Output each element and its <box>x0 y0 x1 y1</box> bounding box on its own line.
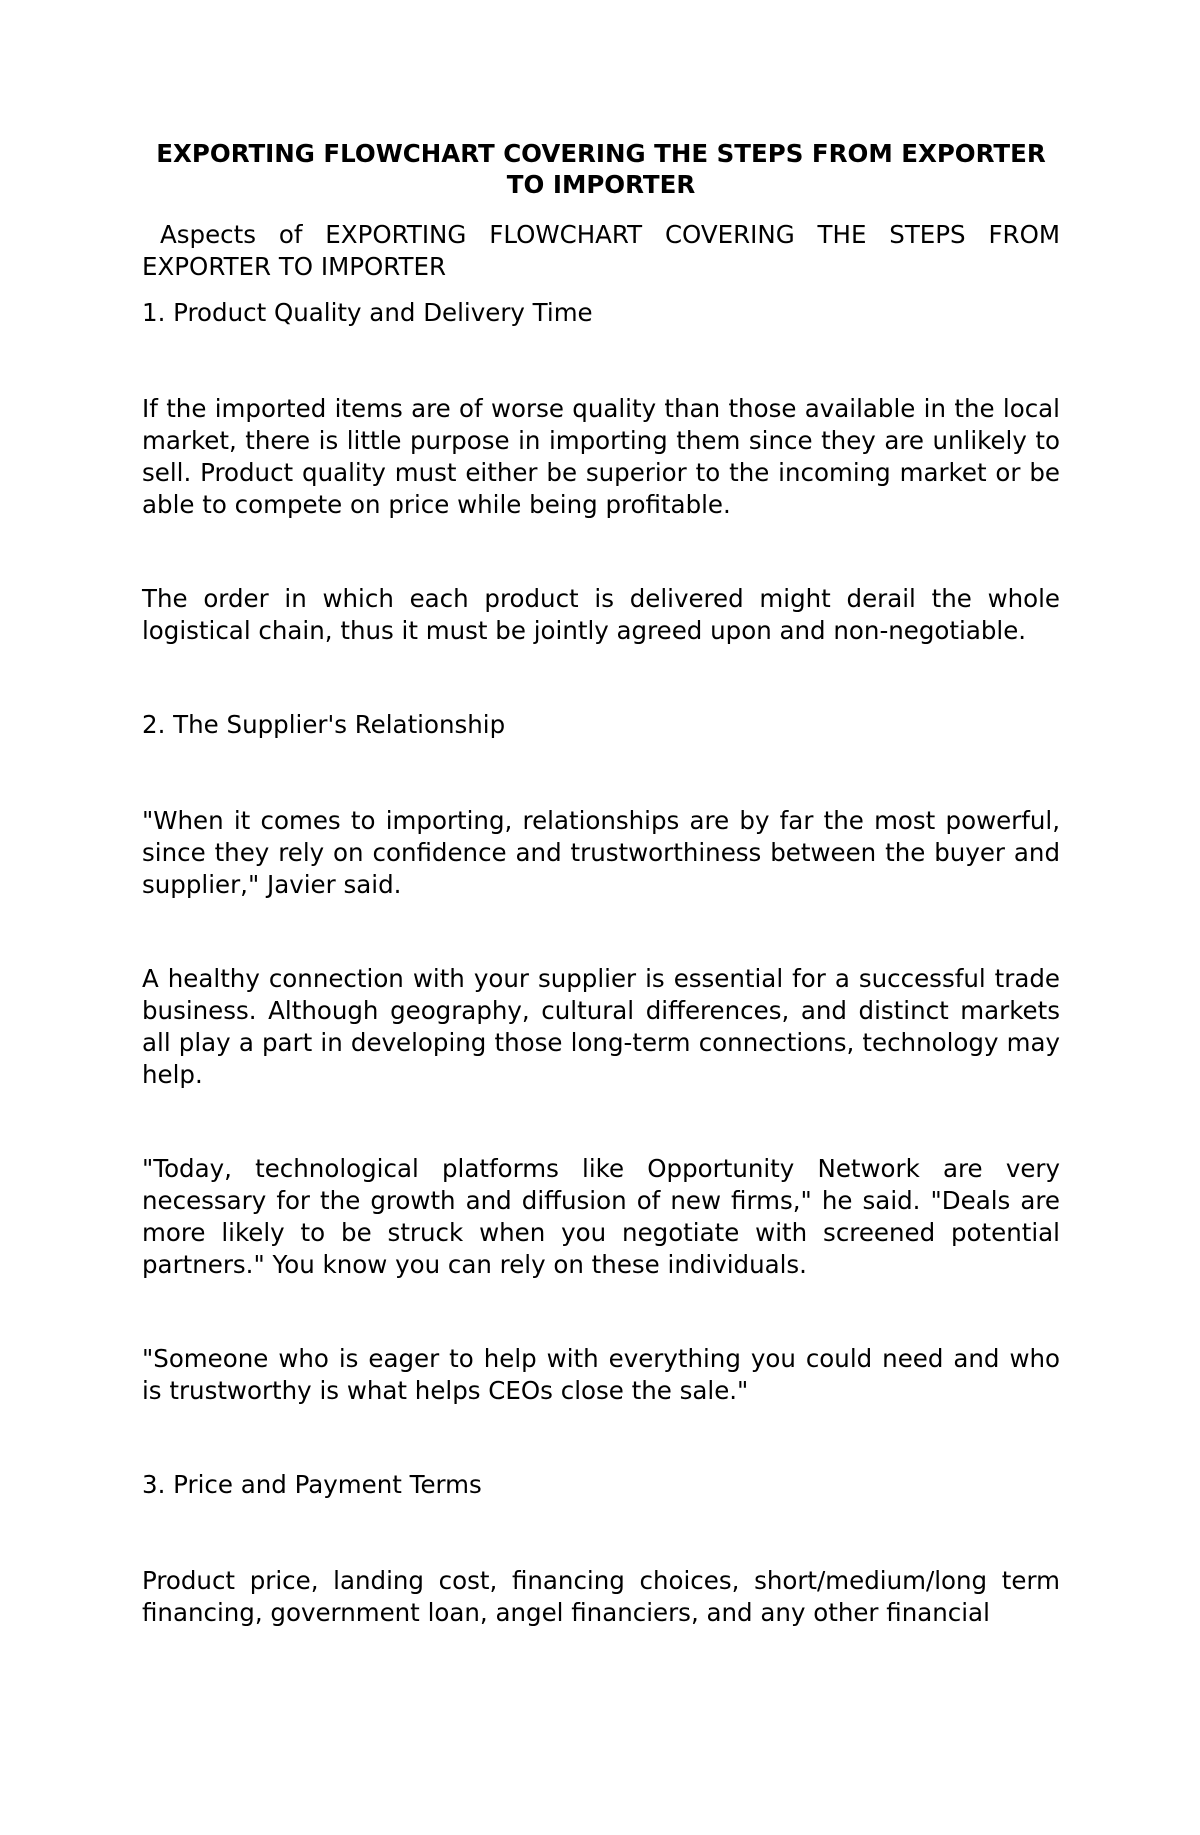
paragraph: If the imported items are of worse quality than those available in the local market, there is little purpose in importing them since they are unlikely to sell. Product quality must either be superior to the incoming market or be able to compete on price while being profitable. <box>142 394 1060 519</box>
spacer <box>142 1407 1060 1469</box>
spacer <box>142 329 1060 393</box>
section-heading-3: 3. Price and Payment Terms <box>142 1470 482 1499</box>
section-heading-2: 2. The Supplier's Relationship <box>142 710 506 739</box>
spacer <box>142 1091 1060 1153</box>
aspects-line: Aspects of EXPORTING FLOWCHART COVERING THE STEPS FROM EXPORTER TO IMPORTER <box>142 220 1060 281</box>
section-heading-1: 1. Product Quality and Delivery Time <box>142 298 593 327</box>
document-title: EXPORTING FLOWCHART COVERING THE STEPS FROM EXPORTER TO IMPORTER <box>156 139 1046 199</box>
spacer <box>142 647 1060 709</box>
paragraph: "Someone who is eager to help with everything you could need and who is trustworthy is what helps CEOs close the sale." <box>142 1344 1060 1405</box>
spacer <box>142 1501 1060 1565</box>
paragraph: "Today, technological platforms like Opportunity Network are very necessary for the growth and diffusion of new firms," he said. "Deals are more likely to be struck when you negotiate with screened potential partners." You know you can rely on these individuals. <box>142 1154 1060 1279</box>
paragraph: "When it comes to importing, relationships are by far the most powerful, since they rely on confidence and trustworthiness between the buyer and supplier," Javier said. <box>142 806 1060 899</box>
spacer <box>142 1281 1060 1343</box>
paragraph: A healthy connection with your supplier is essential for a successful trade business. Although geography, cultural differences, and distinct markets all play a part in developing those long-term connections, technology may help. <box>142 964 1060 1089</box>
document-body <box>142 138 1060 1629</box>
spacer <box>142 521 1060 583</box>
spacer <box>142 901 1060 963</box>
spacer <box>142 741 1060 805</box>
paragraph: The order in which each product is delivered might derail the whole logistical chain, thus it must be jointly agreed upon and non-negotiable. <box>142 584 1060 645</box>
paragraph: Product price, landing cost, financing choices, short/medium/long term financing, government loan, angel financiers, and any other financial <box>142 1566 1060 1627</box>
